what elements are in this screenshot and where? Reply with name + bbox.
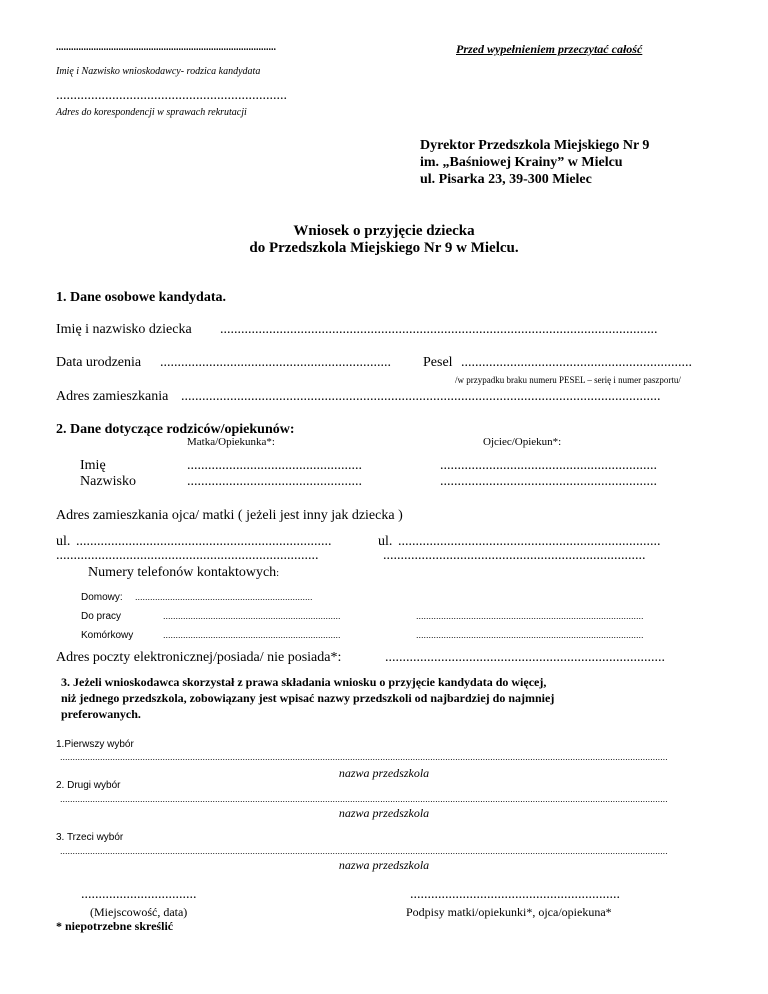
strike-through-note: * niepotrzebne skreślić bbox=[56, 919, 174, 933]
father-column-header: Ojciec/Opiekun*: bbox=[483, 436, 562, 448]
home-phone-field[interactable]: ....................................................................... bbox=[135, 592, 313, 602]
section-2-heading: 2. Dane dotyczące rodziców/opiekunów: bbox=[56, 422, 295, 437]
correspondence-address-line[interactable]: .................................................................. bbox=[56, 88, 287, 103]
street-field-right[interactable]: ........................................................................... bbox=[398, 534, 661, 549]
street-field-left[interactable]: ......................................................................... bbox=[76, 534, 332, 549]
mother-work-phone-field[interactable]: ....................................................................... bbox=[163, 611, 341, 621]
mother-last-name-field[interactable]: .................................................. bbox=[187, 474, 362, 489]
choice-2-field[interactable]: ................................................................................................................................................................................................................................................... bbox=[60, 794, 668, 804]
recipient-line-3: ul. Pisarka 23, 39-300 Mielec bbox=[420, 172, 592, 187]
mother-column-header: Matka/Opiekunka*: bbox=[187, 436, 275, 448]
form-title-line-2: do Przedszkola Miejskiego Nr 9 w Mielcu. bbox=[249, 240, 519, 256]
recipient-line-2: im. „Baśniowej Krainy” w Mielcu bbox=[420, 155, 623, 170]
father-work-phone-field[interactable]: ........................................................................................... bbox=[416, 611, 644, 621]
choice-2-caption: nazwa przedszkola bbox=[338, 806, 430, 820]
dob-label: Data urodzenia bbox=[56, 355, 142, 370]
mother-mobile-phone-field[interactable]: ....................................................................... bbox=[163, 630, 341, 640]
father-first-name-field[interactable]: .............................................................. bbox=[440, 458, 657, 473]
choice-3-label: 3. Trzeci wybór bbox=[56, 832, 124, 843]
signature-field[interactable]: ............................................................ bbox=[410, 887, 620, 902]
street-label-left: ul. bbox=[56, 534, 71, 549]
father-mobile-phone-field[interactable]: ........................................................................................... bbox=[416, 630, 644, 640]
signature-caption: Podpisy matki/opiekunki*, ojca/opiekuna* bbox=[406, 905, 612, 919]
mother-first-name-field[interactable]: .................................................. bbox=[187, 458, 362, 473]
street-label-right: ul. bbox=[378, 534, 393, 549]
work-phone-label: Do pracy bbox=[81, 611, 122, 622]
address-line2-right[interactable]: ........................................................................... bbox=[383, 548, 646, 563]
mobile-phone-label: Komórkowy bbox=[81, 630, 134, 641]
child-address-field[interactable]: ......................................................................................................................................... bbox=[181, 389, 661, 404]
father-last-name-field[interactable]: .............................................................. bbox=[440, 474, 657, 489]
parent-address-note: Adres zamieszkania ojca/ matki ( jeżeli jest inny jak dziecka ) bbox=[56, 508, 403, 523]
child-address-label: Adres zamieszkania bbox=[56, 389, 169, 404]
address-line2-left[interactable]: ........................................................................... bbox=[56, 548, 319, 563]
section-3-heading-line-1: 3. Jeżeli wnioskodawca skorzystał z prawa składania wniosku o przyjęcie kandydata do więcej, bbox=[61, 675, 547, 689]
pesel-label: Pesel bbox=[423, 355, 453, 370]
applicant-name-line[interactable]: ........................................................................................ bbox=[56, 42, 276, 53]
choice-2-label: 2. Drugi wybór bbox=[56, 780, 121, 791]
choice-3-field[interactable]: ................................................................................................................................................................................................................................................... bbox=[60, 846, 668, 856]
place-date-field[interactable]: ................................. bbox=[81, 887, 197, 902]
correspondence-address-caption: Adres do korespondencji w sprawach rekrutacji bbox=[56, 107, 247, 118]
form-title-line-1: Wniosek o przyjęcie dziecka bbox=[293, 223, 475, 239]
applicant-name-caption: Imię i Nazwisko wnioskodawcy- rodzica kandydata bbox=[56, 66, 261, 77]
phones-heading-colon: : bbox=[276, 568, 279, 579]
email-label: Adres poczty elektronicznej/posiada/ nie posiada*: bbox=[56, 650, 342, 665]
phones-heading bbox=[88, 565, 279, 581]
section-3-heading-line-2: niż jednego przedszkola, zobowiązany jest wpisać nazwy przedszkoli od najbardziej do najmniej bbox=[61, 691, 555, 705]
recipient-line-1: Dyrektor Przedszkola Miejskiego Nr 9 bbox=[420, 138, 650, 153]
email-field[interactable]: ................................................................................ bbox=[385, 650, 665, 665]
child-name-label: Imię i nazwisko dziecka bbox=[56, 322, 192, 337]
choice-3-caption: nazwa przedszkola bbox=[338, 858, 430, 872]
place-date-caption: (Miejscowość, data) bbox=[90, 905, 188, 919]
child-name-field[interactable]: ............................................................................................................................. bbox=[220, 322, 658, 337]
choice-1-field[interactable]: ................................................................................................................................................................................................................................................... bbox=[60, 752, 668, 762]
pesel-note: /w przypadku braku numeru PESEL – serię i numer paszportu/ bbox=[455, 375, 681, 385]
choice-1-label: 1.Pierwszy wybór bbox=[56, 739, 134, 750]
section-3-heading-line-3: preferowanych. bbox=[61, 707, 141, 721]
first-name-label: Imię bbox=[80, 458, 106, 473]
home-phone-label: Domowy: bbox=[81, 592, 123, 603]
phones-heading-text: Numery telefonów kontaktowych bbox=[88, 565, 277, 580]
section-1-heading: 1. Dane osobowe kandydata. bbox=[56, 290, 226, 305]
last-name-label: Nazwisko bbox=[80, 474, 136, 489]
read-before-notice: Przed wypełnieniem przeczytać całość bbox=[456, 42, 643, 56]
dob-field[interactable]: .................................................................. bbox=[160, 355, 391, 370]
pesel-field[interactable]: .................................................................. bbox=[461, 355, 692, 370]
choice-1-caption: nazwa przedszkola bbox=[338, 766, 430, 780]
